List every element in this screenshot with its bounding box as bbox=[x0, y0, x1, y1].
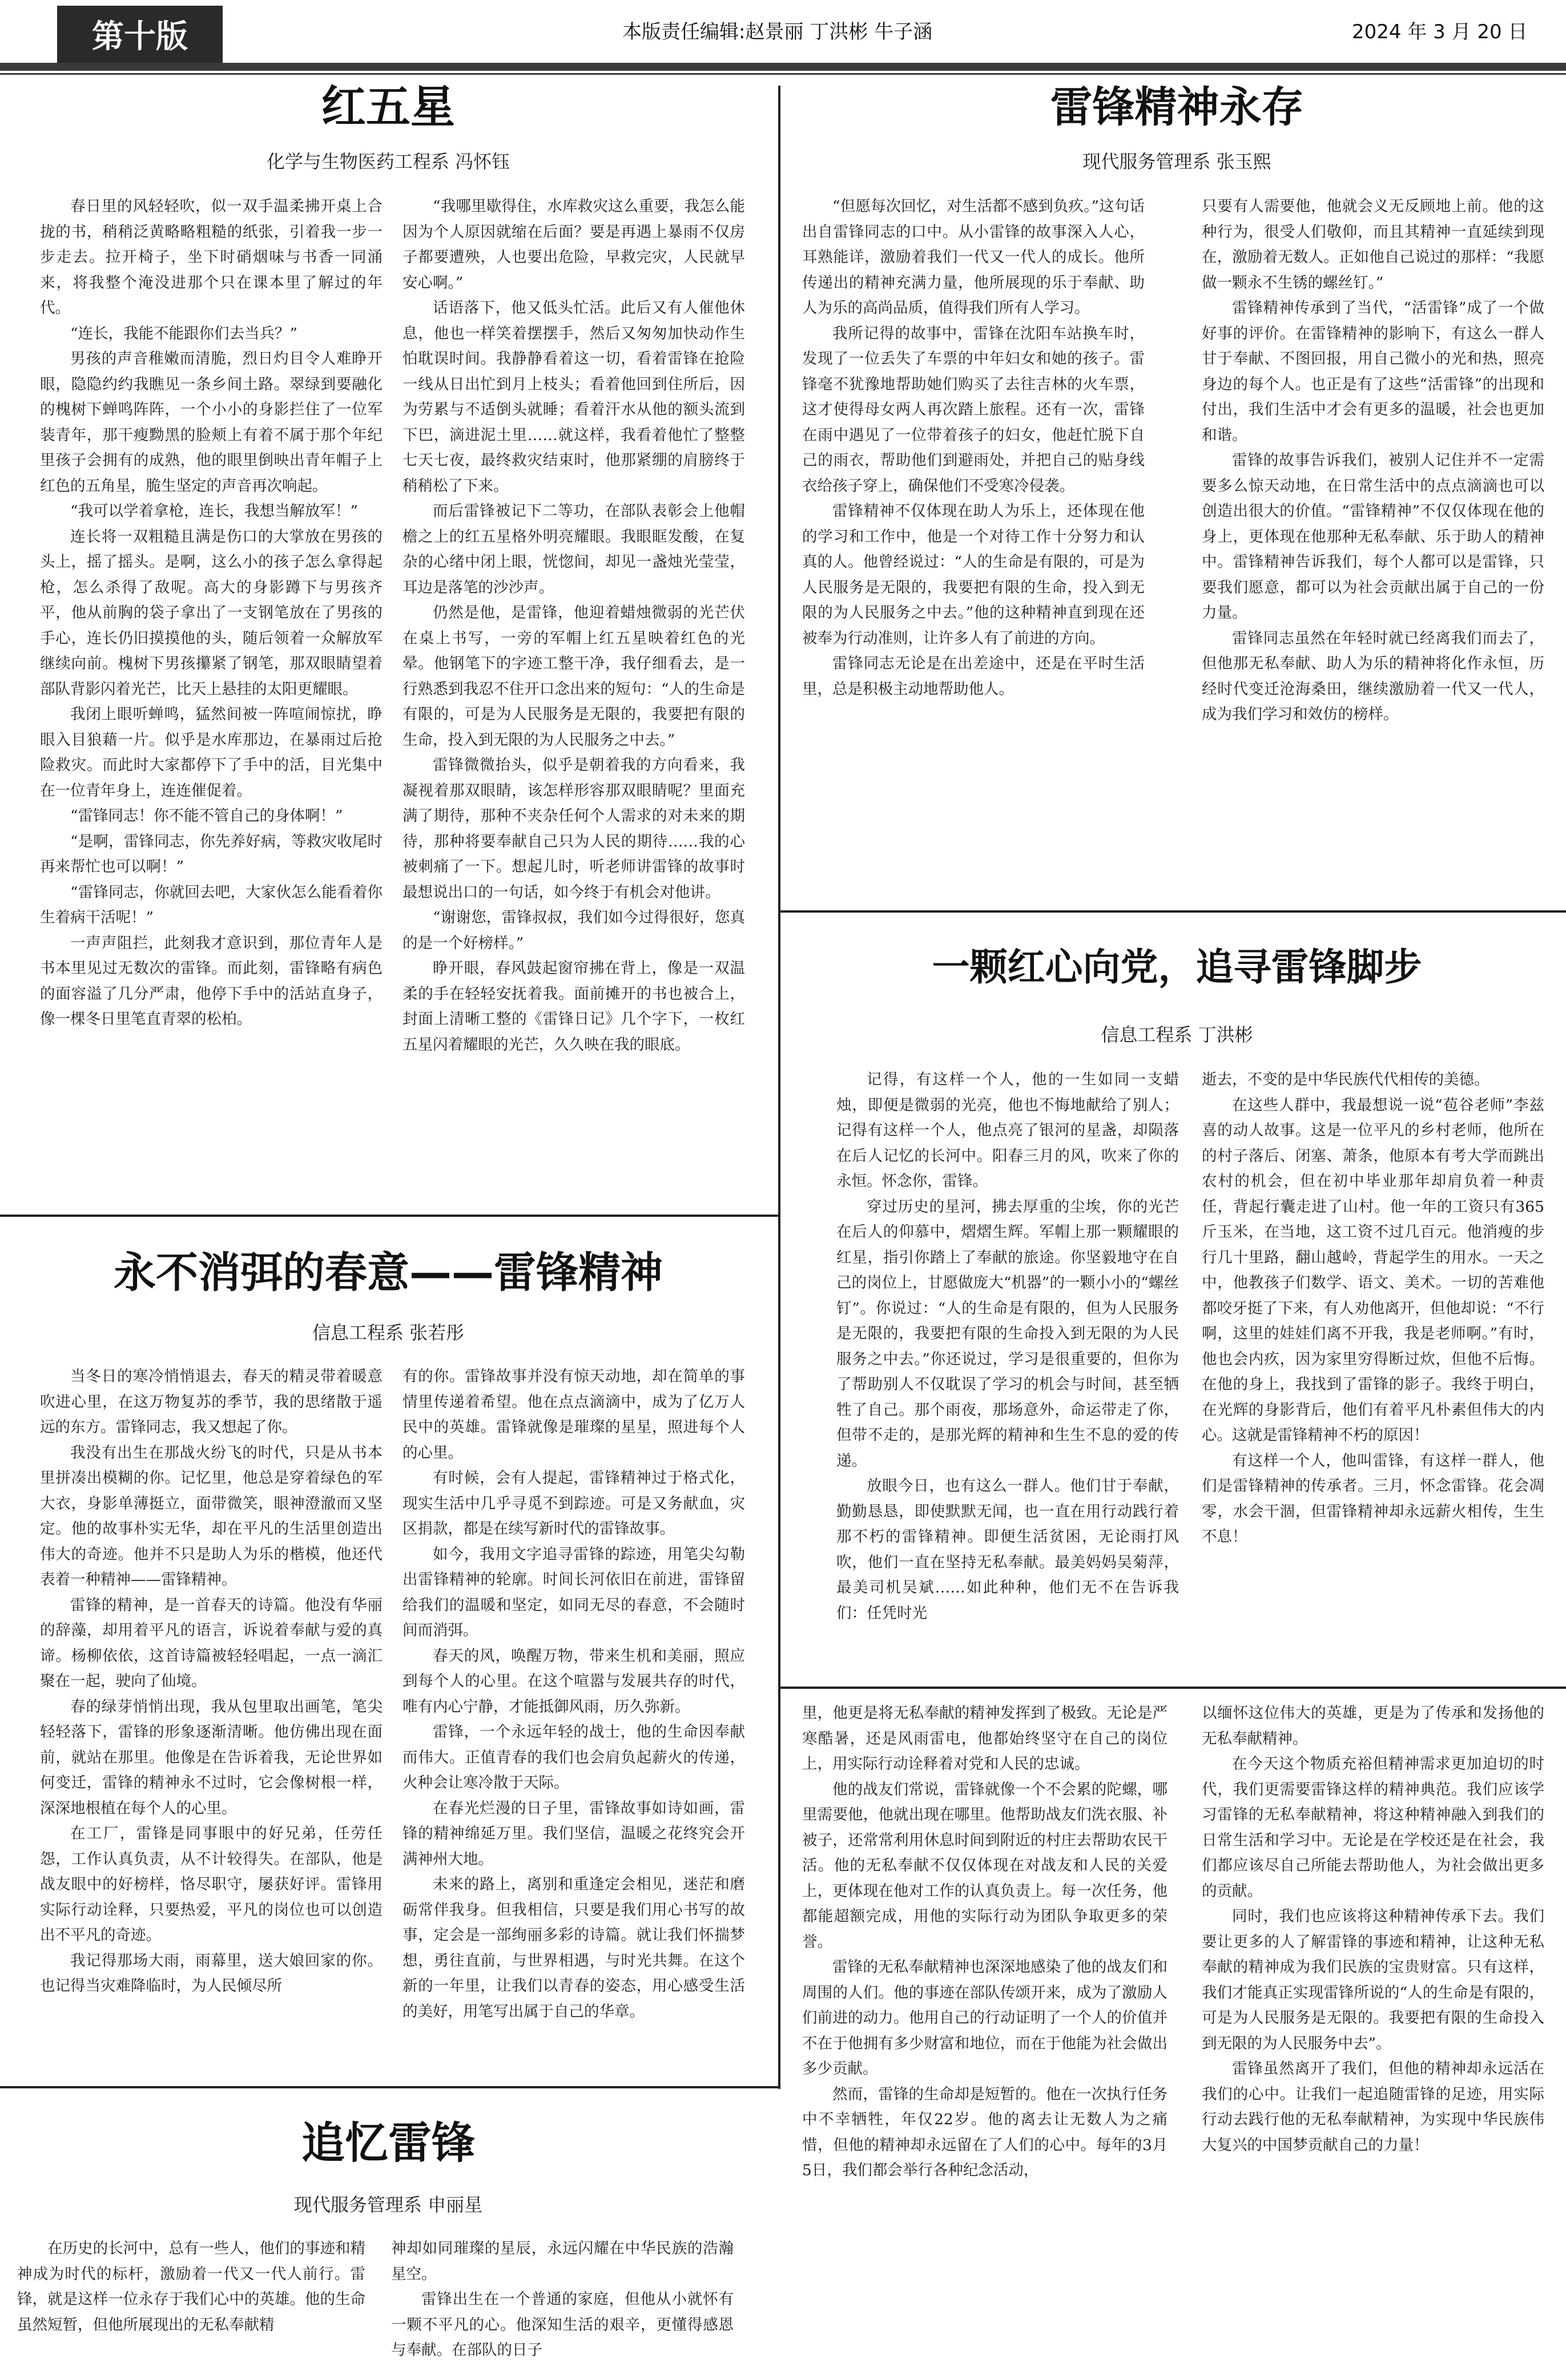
article-byline: 信息工程系 张若彤 bbox=[312, 1322, 465, 1344]
article-column bbox=[402, 1364, 745, 2078]
paragraph: 在历史的长河中，总有一些人，他们的事迹和精神成为时代的标杆，激励着一代又一代人前行。雷锋，就是这样一位永存于我们心中的英雄。他的生命虽然短暂，但他所展现出的无私奉献精 bbox=[17, 2240, 365, 2334]
paragraph: 以缅怀这位伟大的英雄，更是为了传承和发扬他的无私奉献精神。 bbox=[1202, 1704, 1544, 1748]
paragraph: 未来的路上，离别和重逢定会相见，迷茫和磨砺常伴我身。但我相信，只要是我们用心书写的故事，定会是一部绚丽多彩的诗篇。就让我们怀揣梦想，勇往直前，与世界相遇，与时光共舞。在这个新的一年里，让我们以青春的姿态，用心感受生活的美好，用笔写出属于自己的华章。 bbox=[402, 1875, 745, 2020]
paragraph: 在今天这个物质充裕但精神需求更加迫切的时代，我们更需要雷锋这样的精神典范。我们应该学习雷锋的无私奉献精神，将这种精神融入到我们的日常生活和学习中。无论是在学校还是在社会，我们都应该尽自己所能去帮助他人，为社会做出更多的贡献。 bbox=[1202, 1755, 1544, 1900]
paragraph: “但愿每次回忆，对生活都不感到负疚。”这句话出自雷锋同志的口中。从小雷锋的故事深入人心，耳熟能详，激励着我们一代又一代人的成长。他所传递出的精神充满力量，他所展现的乐于奉献、助人为乐的高尚品质，值得我们所有人学习。 bbox=[802, 197, 1145, 317]
paragraph: 春日里的风轻轻吹，似一双手温柔拂开桌上合拢的书，稍稍泛黄略略粗糙的纸张，引着我一步一步走去。拉开椅子，坐下时硝烟味与书香一同涌来，将我整个淹没进那个只在课本里了解过的年代。 bbox=[40, 197, 383, 317]
paragraph: 如今，我用文字追寻雷锋的踪迹，用笔尖勾勒出雷锋精神的轮廓。时间长河依旧在前进，雷锋留给我们的温暖和坚定，如同无尽的春意，不会随时间而消弭。 bbox=[402, 1545, 745, 1639]
paragraph: 而后雷锋被记下二等功，在部队表彰会上他帽檐之上的红五星格外明亮耀眼。我眼眶发酸，在复杂的心绪中闭上眼，恍惚间，却见一盏烛光莹莹，耳边是落笔的沙沙声。 bbox=[402, 502, 745, 596]
paragraph: 穿过历史的星河，拂去厚重的尘埃，你的光芒在后人的仰慕中，熠熠生辉。军帽上那一颗耀眼的红星，指引你踏上了奉献的旅途。你坚毅地守在自己的岗位上，甘愿做庞大“机器”的一颗小小的“螺丝钉”。你说过：“人的生命是有限的，但为人民服务是无限的，我要把有限的生命投入到无限的为人民服务之中去。”你还说过，学习是很重要的，但你为了帮助别人不仅耽误了学习的机会与时间，甚至牺牲了自己。那个雨夜，那场意外，命运带走了你，但带不走的，是那光辉的精神和生生不息的爱的传递。 bbox=[836, 1197, 1179, 1470]
paragraph: 只要有人需要他，他就会义无反顾地上前。他的这种行为，很受人们敬仰，而且其精神一直延续到现在，激励着无数人。正如他自己说过的那样：“我愿做一颗永不生锈的螺丝钉。” bbox=[1202, 197, 1544, 292]
paragraph: 雷锋同志虽然在年轻时就已经离我们而去了，但他那无私奉献、助人为乐的精神将化作永恒，历经时代变迁沧海桑田，继续激励着一代又一代人，成为我们学习和效仿的榜样。 bbox=[1202, 629, 1544, 723]
paragraph: 我闭上眼听蝉鸣，猛然间被一阵喧闹惊扰，睁眼入目狼藉一片。似乎是水库那边，在暴雨过后抢险救灾。而此时大家都停下了手中的活，目光集中在一位青年身上，连连催促着。 bbox=[40, 705, 383, 800]
paragraph: 放眼今日，也有这么一群人。他们甘于奉献，勤勤恳恳，即使默默无闻，也一直在用行动践行着那不朽的雷锋精神。即便生活贫困，无论雨打风吹，他们一直在坚持无私奉献。最美妈妈吴菊萍，最美司机吴斌……如此种种，他们无不在告诉我们：任凭时光 bbox=[836, 1477, 1179, 1622]
column-divider bbox=[778, 86, 780, 2089]
paragraph: 神却如同璀璨的星辰，永远闪耀在中华民族的浩瀚星空。 bbox=[391, 2240, 734, 2283]
issue-date: 2024 年 3 月 20 日 bbox=[1352, 21, 1528, 43]
paragraph: 话语落下，他又低头忙活。此后又有人催他休息，他也一样笑着摆摆手，然后又匆匆加快动作生怕耽误时间。我静静看着这一切，看着雷锋在抢险一线从日出忙到月上枝头；看着他回到住所后，因为劳累与不适倒头就睡；看着汗水从他的额头流到下巴，滴进泥土里……就这样，我看着他忙了整整七天七夜，最终救灾结束时，他那紧绷的肩膀终于稍稍松了下来。 bbox=[402, 299, 745, 495]
paragraph: 仍然是他，是雷锋，他迎着蜡烛微弱的光芒伏在桌上书写，一旁的军帽上红五星映着红色的光晕。他钢笔下的字迹工整干净，我仔细看去，是一行熟悉到我忍不住开口念出来的短句：“人的生命是有限的，可是为人民服务是无限的，我要把有限的生命，投入到无限的为人民服务之中去。” bbox=[402, 604, 745, 749]
article-column bbox=[17, 2236, 365, 2376]
paragraph: 有的你。雷锋故事并没有惊天动地，却在简单的事情里传递着希望。他在点点滴滴中，成为了亿万人民中的英雄。雷锋就像是璀璨的星星，照进每个人的心里。 bbox=[402, 1368, 745, 1462]
paragraph: “雷锋同志，你就回去吧，大家伙怎么能看着你生着病干活呢！” bbox=[40, 883, 383, 926]
section-divider bbox=[0, 2086, 780, 2088]
article-byline: 现代服务管理系 张玉熙 bbox=[1082, 151, 1271, 172]
header-rule bbox=[0, 63, 1566, 71]
article-column bbox=[1202, 194, 1544, 896]
paragraph: “谢谢您，雷锋叔叔，我们如今过得很好，您真的是一个好榜样。” bbox=[402, 909, 745, 952]
article-column bbox=[40, 194, 383, 1176]
paragraph: 男孩的声音稚嫩而清脆，烈日灼目令人难睁开眼，隐隐约约我瞧见一条乡间土路。翠绿到要融化的槐树下蝉鸣阵阵，一个小小的身影拦住了一位军装青年，那干瘦黝黑的脸颊上有着不属于那个年纪里孩子会拥有的成熟，他的眼里倒映出青年帽子上红色的五角星，脆生坚定的声音再次响起。 bbox=[40, 350, 383, 495]
paragraph: 一声声阻拦，此刻我才意识到，那位青年人是书本里见过无数次的雷锋。而此刻，雷锋略有病色的面容溢了几分严肃，他停下手中的活站直身子，像一棵冬日里笔直青翠的松柏。 bbox=[40, 934, 383, 1028]
paragraph: “雷锋同志！你不能不管自己的身体啊！” bbox=[70, 807, 343, 825]
paragraph: 雷锋精神传承到了当代，“活雷锋”成了一个做好事的评价。在雷锋精神的影响下，有这么一群人甘于奉献、不图回报，用自己微小的光和热，照亮身边的每个人。也正是有了这些“活雷锋”的出现和付出，我们生活中才会有更多的温暖，社会也更加和谐。 bbox=[1202, 299, 1544, 444]
article-column bbox=[391, 2236, 734, 2376]
paragraph: 他的战友们常说，雷锋就像一个不会累的陀螺，哪里需要他，他就出现在哪里。他帮助战友们洗衣服、补被子，还常常利用休息时间到附近的村庄去帮助农民干活。他的无私奉献不仅仅体现在对战友和人民的关爱上，更体现在他对工作的认真负责上。每一次任务，他都能超额完成，用他的实际行动为团队争取更多的荣誉。 bbox=[802, 1780, 1168, 1951]
article-column bbox=[1202, 1067, 1544, 1678]
paragraph: 我所记得的故事中，雷锋在沈阳车站换车时，发现了一位丢失了车票的中年妇女和她的孩子。雷锋毫不犹豫地帮助她们购买了去往吉林的火车票，这才使得母女两人再次踏上旅程。还有一次，雷锋在雨中遇见了一位带着孩子的妇女，他赶忙脱下自己的雨衣，帮助他们到避雨处，并把自己的贴身线衣给孩子穿上，确保他们不受寒冷侵袭。 bbox=[802, 324, 1145, 495]
article-byline: 化学与生物医药工程系 冯怀钰 bbox=[266, 151, 510, 172]
paragraph: “我可以学着拿枪，连长，我想当解放军！” bbox=[70, 502, 359, 520]
article-title: 雷锋精神永存 bbox=[1050, 83, 1304, 132]
paragraph: 雷锋精神不仅体现在助人为乐上，还体现在他的学习和工作中，他是一个对待工作十分努力和认真的人。他曾经说过：“人的生命是有限的，可是为人民服务是无限的，我要把有限的生命，投入到无限的为人民服务之中去。”他的这种精神直到现在还被奉为行动准则，让许多人有了前进的方向。 bbox=[802, 502, 1145, 647]
paragraph: 雷锋的精神，是一首春天的诗篇。他没有华丽的辞藻，却用着平凡的语言，诉说着奉献与爱的真谛。杨柳依依，这首诗篇被轻轻唱起，一点一滴汇聚在一起，驶向了仙境。 bbox=[40, 1596, 383, 1690]
paragraph: 雷锋的无私奉献精神也深深地感染了他的战友们和周围的人们。他的事迹在部队传颂开来，成为了激励人们前进的动力。他用自己的行动证明了一个人的价值并不在于他拥有多少财富和地位，而在于他能为社会做出多少贡献。 bbox=[802, 1958, 1168, 2078]
article-byline: 现代服务管理系 申丽星 bbox=[293, 2194, 483, 2216]
article-title: 永不消弭的春意——雷锋精神 bbox=[114, 1248, 663, 1297]
article-byline: 信息工程系 丁洪彬 bbox=[1101, 1024, 1253, 1046]
paragraph: 雷锋微微抬头，似乎是朝着我的方向看来，我凝视着那双眼睛，该怎样形容那双眼睛呢？里面充满了期待，那种不夹杂任何个人需求的对未来的期待，那种将要奉献自己只为人民的期待……我的心被刺痛了一下。想起儿时，听老师讲雷锋的故事时最想说出口的一句话，如今终于有机会对他讲。 bbox=[402, 756, 745, 901]
paragraph: 雷锋同志无论是在出差途中，还是在平时生活里，总是积极主动地帮助他人。 bbox=[802, 655, 1145, 698]
article-column bbox=[802, 194, 1145, 896]
paragraph: 在这些人群中，我最想说一说“苞谷老师”李兹喜的动人故事。这是一位平凡的乡村老师，他所在的村子落后、闭塞、萧条，他原本有考大学而跳出农村的机会，但在初中毕业那年却肩负着一种责任，背起行囊走进了山村。他一年的工资只有365斤玉米，在当地，这工资不过几百元。他消瘦的步行几十里路，翻山越岭，背起学生的用水。一天之中，他教孩子们数学、语文、美术。一切的苦难他都咬牙挺了下来，有人劝他离开，但他却说：“不行啊，这里的娃娃们离不开我，我是老师啊。”有时，他也会内疚，因为家里穷得断过炊，但他不后悔。在他的身上，我找到了雷锋的影子。我终于明白，在光辉的身影背后，他们有着平凡朴素但伟大的内心。这就是雷锋精神不朽的原因！ bbox=[1202, 1096, 1544, 1444]
paragraph: “是啊，雷锋同志，你先养好病，等救灾收尾时再来帮忙也可以啊！” bbox=[40, 832, 383, 876]
paragraph: 睁开眼，春风鼓起窗帘拂在背上，像是一双温柔的手在轻轻安抚着我。面前摊开的书也被合上，封面上清晰工整的《雷锋日记》几个字下，一枚红五星闪着耀眼的光芒，久久映在我的眼底。 bbox=[402, 959, 745, 1054]
paragraph: 雷锋，一个永远年轻的战士，他的生命因奉献而伟大。正值青春的我们也会肩负起薪火的传递，火种会让寒冷散于天际。 bbox=[402, 1723, 745, 1792]
editors-line: 本版责任编辑:赵景丽 丁洪彬 牛子涵 bbox=[622, 21, 933, 43]
paragraph: 我记得那场大雨，雨幕里，送大娘回家的你。也记得当灾难降临时，为人民倾尽所 bbox=[40, 1951, 383, 1995]
paragraph: 记得，有这样一个人，他的一生如同一支蜡烛，即便是微弱的光亮，他也不悔地献给了别人；记得有这样一个人，他点亮了银河的星盏，却陨落在后人记忆的长河中。阳春三月的风，吹来了你的永恒。怀念你，雷锋。 bbox=[836, 1071, 1179, 1190]
article-column bbox=[402, 194, 745, 1176]
paragraph: 当冬日的寒冷悄悄退去，春天的精灵带着暖意吹进心里，在这万物复苏的季节，我的思绪散于遥远的东方。雷锋同志，我又想起了你。 bbox=[40, 1368, 383, 1436]
paragraph: 雷锋出生在一个普通的家庭，但他从小就怀有一颗不平凡的心。他深知生活的艰辛，更懂得感恩与奉献。在部队的日子 bbox=[391, 2290, 734, 2359]
article-column bbox=[802, 1701, 1168, 2369]
paragraph: 在工厂，雷锋是同事眼中的好兄弟，任劳任怨，工作认真负责，从不计较得失。在部队，他是战友眼中的好榜样，恪尽职守，屡获好评。雷锋用实际行动诠释，只要热爱，平凡的岗位也可以创造出不平凡的奇迹。 bbox=[40, 1825, 383, 1944]
paragraph: 逝去，不变的是中华民族代代相传的美德。 bbox=[1202, 1071, 1489, 1088]
article-column bbox=[40, 1364, 383, 2078]
paragraph: 有时候，会有人提起，雷锋精神过于格式化，现实生活中几乎寻觅不到踪迹。可是又务献血，灾区捐款，都是在续写新时代的雷锋故事。 bbox=[402, 1469, 745, 1538]
paragraph: 连长将一双粗糙且满是伤口的大掌放在男孩的头上，摇了摇头。是啊，这么小的孩子怎么拿得起枪，怎么杀得了敌呢。高大的身影蹲下与男孩齐平，他从前胸的袋子拿出了一支钢笔放在了男孩的手心，连长仍旧摸摸他的头，随后领着一众解放军继续向前。槐树下男孩攥紧了钢笔，那双眼睛望着部队背影闪着光芒，比天上悬挂的太阳更耀眼。 bbox=[40, 527, 383, 698]
section-divider bbox=[0, 1215, 780, 1217]
paragraph: 雷锋的故事告诉我们，被别人记住并不一定需要多么惊天动地，在日常生活中的点点滴滴也可以创造出很大的价值。“雷锋精神”不仅仅体现在他的身上，更体现在他那种无私奉献、乐于助人的精神中。雷锋精神告诉我们，每个人都可以是雷锋，只要我们愿意，都可以为社会贡献出属于自己的一份力量。 bbox=[1202, 451, 1544, 622]
header-rule-thin bbox=[0, 73, 1566, 75]
paragraph: “我哪里歇得住，水库救灾这么重要，我怎么能因为个人原因就缩在后面？要是再遇上暴雨不仅房子都要遭殃，人也要出危险，早救完灾，人民就早安心啊。” bbox=[402, 197, 745, 292]
paragraph: 雷锋虽然离开了我们，但他的精神却永远活在我们的心中。让我们一起追随雷锋的足迹，用实际行动去践行他的无私奉献精神，为实现中华民族伟大复兴的中国梦贡献自己的力量！ bbox=[1202, 2060, 1544, 2154]
paragraph: 同时，我们也应该将这种精神传承下去。我们要让更多的人了解雷锋的事迹和精神，让这种无私奉献的精神成为我们民族的宝贵财富。只有这样，我们才能真正实现雷锋所说的“人的生命是有限的，可是为人民服务是无限的。我要把有限的生命投入到无限的为人民服务中去”。 bbox=[1202, 1907, 1544, 2052]
section-divider bbox=[778, 910, 1566, 913]
paragraph: “连长，我能不能跟你们去当兵？” bbox=[70, 324, 298, 342]
paragraph: 然而，雷锋的生命却是短暂的。他在一次执行任务中不幸牺牲，年仅22岁。他的离去让无数人为之痛惜，但他的精神却永远留在了人们的心中。每年的3月5日，我们都会举行各种纪念活动， bbox=[802, 2085, 1168, 2179]
edition-label: 第十版 bbox=[57, 6, 223, 63]
paragraph: 春的绿芽悄悄出现，我从包里取出画笔，笔尖轻轻落下，雷锋的形象逐渐清晰。他仿佛出现在面前，就站在那里。他像是在告诉着我，无论世界如何变迁，雷锋的精神永不过时，它会像树根一样，深深地根植在每个人的心里。 bbox=[40, 1697, 383, 1817]
article-title: 一颗红心向党，追寻雷锋脚步 bbox=[932, 945, 1422, 989]
article-title: 追忆雷锋 bbox=[301, 2117, 475, 2168]
article-column bbox=[836, 1067, 1179, 1678]
paragraph: 有这样一个人，他叫雷锋，有这样一群人，他们是雷锋精神的传承者。三月，怀念雷锋。花会凋零，水会干涸，但雷锋精神却永远薪火相传，生生不息！ bbox=[1202, 1451, 1544, 1546]
article-title: 红五星 bbox=[321, 82, 455, 133]
paragraph: 我没有出生在那战火纷飞的时代，只是从书本里拼凑出模糊的你。记忆里，他总是穿着绿色的军大衣，身影单薄挺立，面带微笑，眼神澄澈而又坚定。他的故事朴实无华，却在平凡的生活里创造出伟大的奇迹。他并不只是助人为乐的楷模，他还代表着一种精神——雷锋精神。 bbox=[40, 1443, 383, 1588]
article-column bbox=[1202, 1701, 1544, 2369]
paragraph: 春天的风，唤醒万物，带来生机和美丽，照应到每个人的心里。在这个喧嚣与发展共存的时代，唯有内心宁静，才能抵御风雨，历久弥新。 bbox=[402, 1647, 745, 1716]
section-divider bbox=[778, 1687, 1566, 1689]
paragraph: 里，他更是将无私奉献的精神发挥到了极致。无论是严寒酷暑，还是风雨雷电，他都始终坚守在自己的岗位上，用实际行动诠释着对党和人民的忠诚。 bbox=[802, 1704, 1168, 1773]
paragraph: 在春光烂漫的日子里，雷锋故事如诗如画，雷锋的精神绵延万里。我们坚信，温暖之花终究会开满神州大地。 bbox=[402, 1799, 745, 1868]
